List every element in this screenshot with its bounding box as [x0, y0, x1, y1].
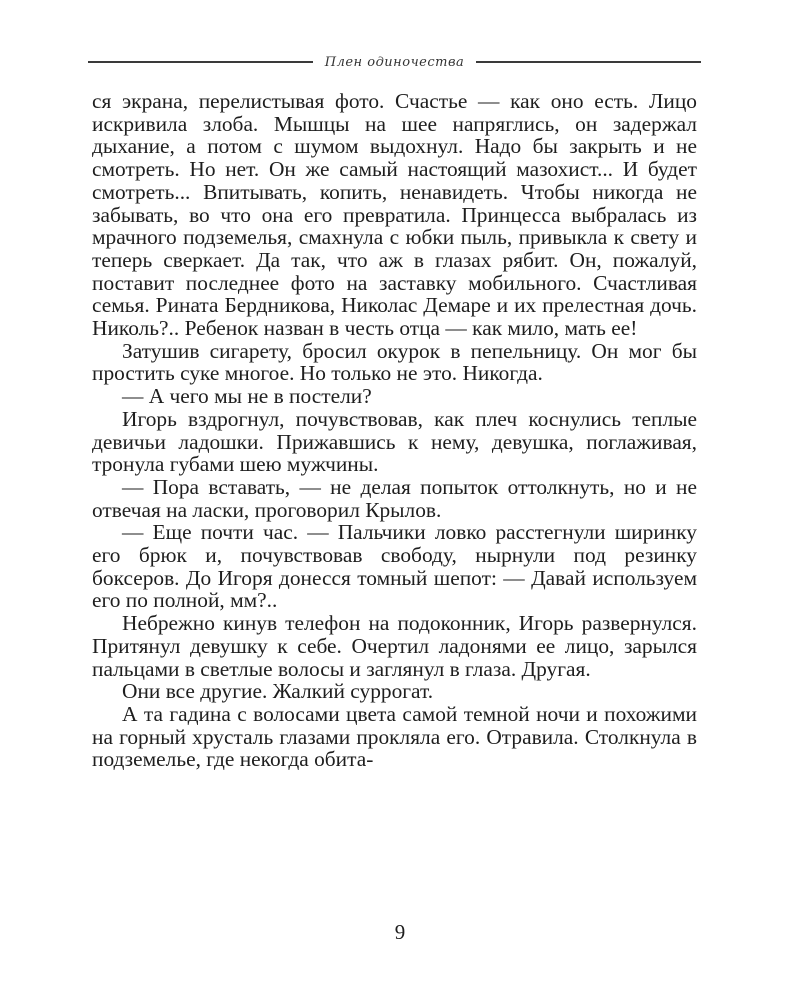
header-rule-right	[476, 61, 701, 63]
page-number: 9	[394, 920, 406, 944]
paragraph: Игорь вздрогнул, почувствовав, как плеч коснулись теплые девичьи ладошки. Прижавшись к нему, девушка, поглаживая, тронула губами шею мужчины.	[92, 406, 697, 477]
paragraph: Они все другие. Жалкий суррогат.	[122, 679, 434, 704]
dialogue-line: — Еще почти час. — Пальчики ловко расстегнули ширинку его брюк и, почувствовав свободу, нырнули под резинку боксеров. До Игоря донесся томный шепот: — Давай используем его по полной, мм?..	[92, 520, 697, 613]
page-body	[92, 90, 697, 771]
paragraph: Затушив сигарету, бросил окурок в пепельницу. Он мог бы простить суке многое. Но только не это. Никогда.	[92, 338, 697, 386]
paragraph: Небрежно кинув телефон на подоконник, Игорь развернулся. Притянул девушку к себе. Очертил ладонями ее лицо, зарылся пальцами в светлые волосы и заглянул в глаза. Другая.	[92, 611, 697, 681]
header-rule-left	[88, 61, 313, 63]
paragraph-continued: ся экрана, перелистывая фото. Счастье — как оно есть. Лицо искривила злоба. Мышцы на шее напряглись, он задержал дыхание, а потом с шумом выдохнул. Надо бы закрыть и не смотреть. Но нет. Он же самый настоящий мазохист... И будет смотреть... Впитывать, копить, ненавидеть. Чтобы никогда не забывать, во что она его превратила. Принцесса выбралась из мрачного подземелья, смахнула с юбки пыль, привыкла к свету и теперь сверкает. Да так, что аж в глазах рябит. Он, пожалуй, поставит последнее фото на заставку мобильного. Счастливая семья. Рината Бердникова, Николас Демаре и их прелестная дочь. Николь?.. Ребенок назван в честь отца — как мило, мать ее!	[92, 89, 697, 341]
dialogue-line: — А чего мы не в постели?	[122, 384, 372, 409]
paragraph: А та гадина с волосами цвета самой темной ночи и похожими на горный хрусталь глазами прокляла его. Отравила. Столкнула в подземелье, где некогда обита-	[92, 701, 697, 772]
book-title: Плен одиночества	[324, 54, 465, 70]
dialogue-line: — Пора вставать, — не делая попыток оттолкнуть, но и не отвечая на ласки, проговорил Крылов.	[92, 474, 697, 522]
running-header	[88, 49, 701, 75]
